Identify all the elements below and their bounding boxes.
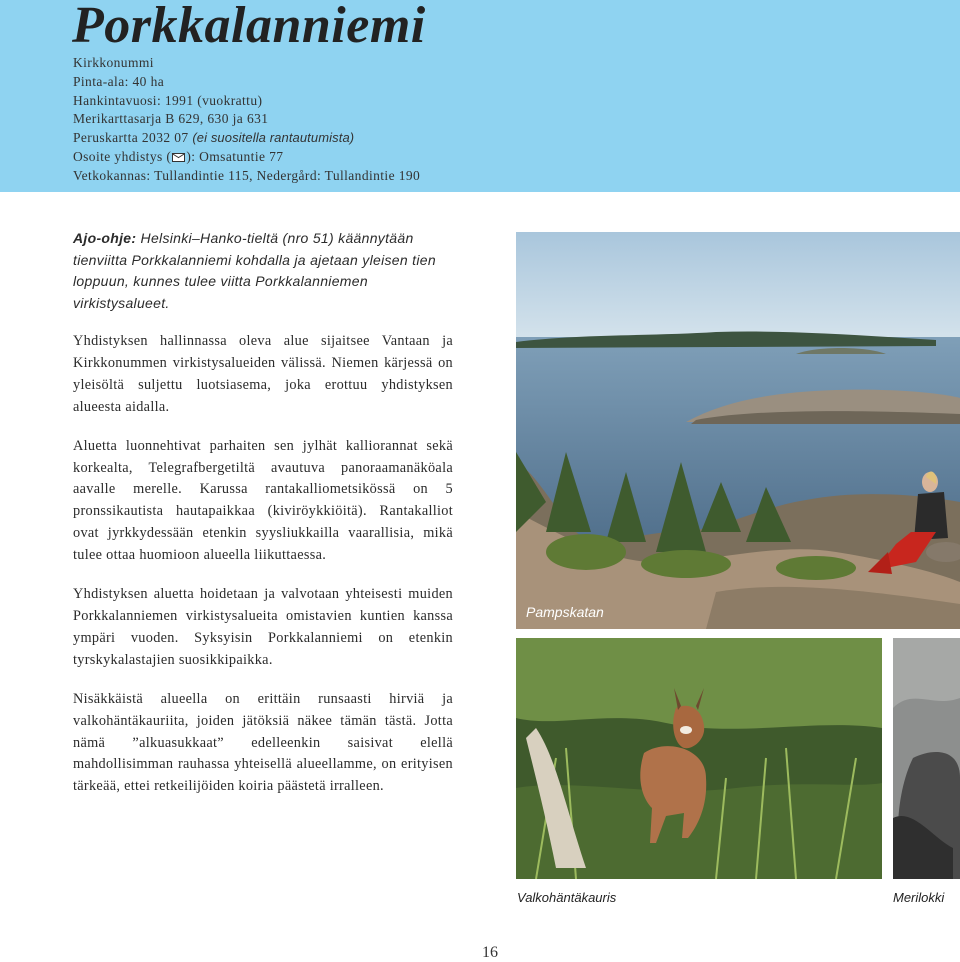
caption-merilokki: Merilokki [893, 890, 945, 905]
directions-text: Helsinki–Hanko-tieltä (nro 51) käännytään tienviitta Porkkalanniemi kohdalla ja ajetaan yleisen tien loppuun, kunnes tulee viitta Porkkalanniemen virkistysalueet. [73, 230, 436, 311]
caption-pampskatan: Pampskatan [526, 604, 604, 620]
photo-valkohantakauris [516, 638, 882, 879]
paragraph-2: Aluetta luonnehtivat parhaiten sen jylhät kalliorannat sekä korkealta, Telegrafbergetiltä avautuva panoraamanäköala aavalle merelle. Karussa rantakalliometsikössä on 5 pronssikautista hautapaikkaa (kiviröykkiöitä). Rantakalliot ovat jyrkkydessään etenkin syysliukkailla vaarallisia, mikä tulee ottaa huomioon alueella liikuttaessa. [73, 437, 453, 564]
paragraph-1: Yhdistyksen hallinnassa oleva alue sijaitsee Vantaan ja Kirkkonummen virkistysalueiden välissä. Niemen kärjessä on yleisöltä suljettu luotsiasema, joka erottuu yhdistyksen alueesta aidalla. [73, 333, 453, 415]
base-map-note: (ei suositella rantautumista) [192, 130, 355, 146]
directions [73, 228, 453, 314]
info-base-map [73, 129, 420, 148]
info-acquired: Hankintavuosi: 1991 (vuokrattu) [73, 92, 263, 108]
paragraph-4: Nisäkkäistä alueella on erittäin runsaasti hirviä ja valkohäntäkauriita, joiden jätöksiä näkee tämän tästä. Jotta nämä ”alkuasukkaat” edelleenkin saisivat elellä mahdollisimman rauhassa yhteisellä alueellamme, on erityisen tärkeää, ettei retkeilijöiden koiria päästetä irralleen. [73, 690, 453, 795]
address-suffix: ): Omsatuntie 77 [186, 148, 284, 164]
page-number: 16 [482, 944, 498, 961]
photo-pampskatan [516, 232, 960, 629]
info-block [73, 54, 420, 186]
info-area: Pinta-ala: 40 ha [73, 73, 165, 89]
info-chart-series: Merikarttasarja B 629, 630 ja 631 [73, 111, 269, 127]
photo-merilokki [893, 638, 960, 879]
address-prefix: Osoite yhdistys ( [73, 148, 172, 164]
page-title: Porkkalanniemi [72, 0, 426, 54]
paragraph-3: Yhdistyksen aluetta hoidetaan ja valvotaan yhteisesti muiden Porkkalanniemen virkistysalueita omistavien kuntien kanssa ympäri vuoden. Syksyisin Porkkalanniemi on etenkin tyrskykalastajien suosikkipaikka. [73, 586, 453, 668]
header-band [0, 0, 960, 192]
envelope-icon [172, 153, 185, 162]
base-map-text: Peruskartta 2032 07 [73, 130, 193, 146]
info-municipality: Kirkkonummi [73, 55, 154, 70]
info-roads: Vetkokannas: Tullandintie 115, Nedergård: Tullandintie 190 [73, 167, 421, 183]
caption-valkohantakauris: Valkohäntäkauris [517, 890, 617, 905]
main-text [73, 228, 453, 813]
info-address [73, 148, 420, 167]
directions-label: Ajo-ohje: [73, 230, 137, 246]
